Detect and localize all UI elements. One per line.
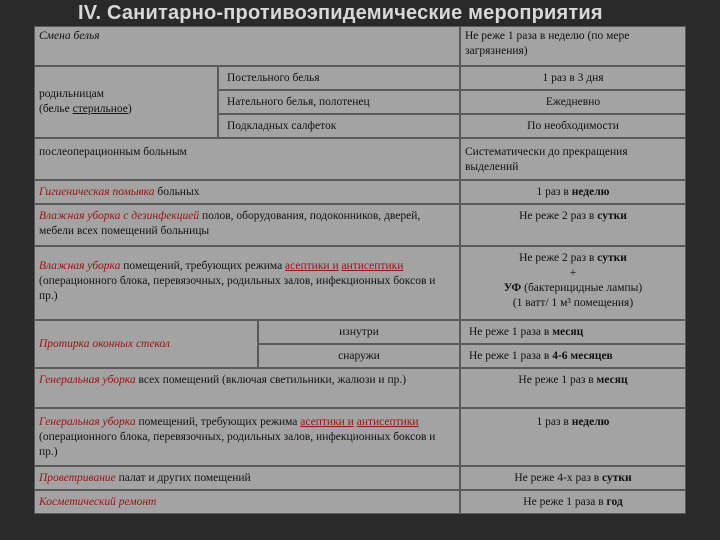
wet-disinf-label: полов, оборудования, подоконников, дверей, мебели всех помещений больницы [39,210,421,237]
ventilation-freq-bold: сутки [602,472,632,484]
windows-inside-freq-bold: месяц [552,326,584,338]
wet-asepsis-cell [34,246,460,320]
linen-change-freq: Не реже 1 раза в неделю (по мере загрязнения) [460,26,686,66]
linen-change-label: Смена белья [34,26,460,66]
general-all-label: всех помещений (включая светильники, жалюзи и пр.) [135,374,407,386]
hygiene-wash-label-italic: Гигиеническая помывка [39,186,155,198]
postop-label: послеоперационным больным [34,138,460,180]
general-asepsis-freq-pre: 1 раз в [536,416,572,428]
general-all-freq [460,368,686,408]
windows-inside-freq [460,320,686,344]
hygiene-wash-label: больных [154,186,200,198]
ventilation-label: палат и других помещений [115,472,251,484]
wet-disinf-freq-pre: Не реже 2 раз в [519,210,598,222]
pads-label: Подкладных салфеток [218,114,460,138]
underwear-freq: Ежедневно [460,90,686,114]
wet-asepsis-freq-bold: сутки [597,252,627,264]
bed-linen-label: Постельного белья [218,66,460,90]
general-all-freq-bold: месяц [596,374,628,386]
ventilation-cell [34,466,460,490]
windows-outside-freq-bold: 4-6 месяцев [552,350,613,362]
hygiene-wash-cell [34,180,460,204]
windows-outside-freq [460,344,686,368]
postpartum-note-sterile: стерильное [72,103,128,115]
windows-label: Протирка оконных стекол [34,320,258,368]
wet-disinf-cell [34,204,460,246]
repair-freq-bold: год [606,496,623,508]
hygiene-wash-freq [460,180,686,204]
repair-freq [460,490,686,514]
postop-freq: Систематически до прекращения выделений [460,138,686,180]
wet-asepsis-label-mid: помещений, требующих режима [120,260,286,272]
general-asepsis-label-italic: Генеральная уборка [39,416,136,428]
hygiene-wash-freq-pre: 1 раз в [536,186,572,198]
general-all-freq-pre: Не реже 1 раз в [518,374,597,386]
general-asepsis-cell [34,408,460,466]
general-all-cell [34,368,460,408]
hygiene-wash-freq-bold: неделю [571,186,610,198]
wet-disinf-freq-bold: сутки [597,210,627,222]
windows-inside-freq-pre: Не реже 1 раза в [469,326,553,338]
wet-asepsis-freq-plus: + [569,267,577,279]
general-asepsis-label-red1: асептики и [300,416,354,428]
postpartum-cell [34,66,218,138]
wet-asepsis-freq-lamps: (бактерицидные лампы) [521,282,643,294]
general-asepsis-label-mid: помещений, требующих режима [135,416,301,428]
wet-asepsis-label-italic: Влажная уборка [39,260,121,272]
windows-outside-label: снаружи [258,344,460,368]
postpartum-note-pre: (белье [39,103,73,115]
repair-freq-pre: Не реже 1 раза в [523,496,607,508]
windows-outside-freq-pre: Не реже 1 раза в [469,350,553,362]
wet-disinf-freq [460,204,686,246]
wet-disinf-label-italic: Влажная уборка с дезинфекцией [39,210,200,222]
wet-asepsis-freq-pre: Не реже 2 раз в [519,252,598,264]
general-asepsis-label-red2: антисептики [356,416,419,428]
wet-asepsis-freq-uv: УФ [503,282,522,294]
wet-asepsis-freq [460,246,686,320]
wet-asepsis-label-red2: антисептики [341,260,404,272]
ventilation-label-italic: Проветривание [39,472,116,484]
bed-linen-freq: 1 раз в 3 дня [460,66,686,90]
wet-asepsis-label-end: (операционного блока, перевязочных, родильных залов, инфекционных боксов и пр.) [39,275,436,302]
general-all-label-italic: Генеральная уборка [39,374,136,386]
ventilation-freq-pre: Не реже 4-х раз в [514,472,603,484]
wet-asepsis-label-red1: асептики и [285,260,339,272]
ventilation-freq [460,466,686,490]
windows-inside-label: изнутри [258,320,460,344]
repair-cell [34,490,460,514]
pads-freq: По необходимости [460,114,686,138]
postpartum-note-post: ) [127,103,132,115]
postpartum-label: родильницам [39,88,105,100]
wet-asepsis-freq-watt: (1 ватт/ 1 м³ помещения) [512,297,634,309]
repair-label-italic: Косметический ремонт [39,496,157,508]
page-title: IV. Санитарно-противоэпидемические мероприятия [78,2,603,24]
general-asepsis-freq [460,408,686,466]
general-asepsis-label-end: (операционного блока, перевязочных, родильных залов, инфекционных боксов и пр.) [39,431,436,458]
underwear-label: Нательного белья, полотенец [218,90,460,114]
general-asepsis-freq-bold: неделю [571,416,610,428]
